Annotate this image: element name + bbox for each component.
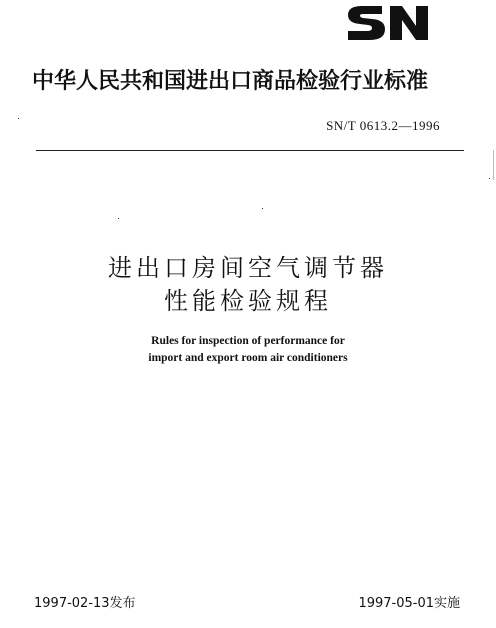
header-divider (36, 150, 464, 151)
issue-date: 1997-02-13发布 (34, 596, 136, 611)
document-title-en-line2: import and export room air conditioners (148, 352, 348, 364)
scan-speck (118, 218, 119, 219)
document-title-cn (0, 252, 496, 318)
scan-speck (262, 208, 263, 209)
document-title-en (0, 333, 496, 367)
implementation-date: 1997-05-01实施 (358, 596, 460, 611)
standard-number: SN/T 0613.2—1996 (326, 118, 440, 133)
scan-speck (18, 118, 19, 119)
sn-logo-mark (342, 0, 434, 44)
document-title-cn-line1: 进出口房间空气调节器 (108, 254, 388, 282)
scan-edge-line (493, 150, 494, 180)
issuing-authority-title: 中华人民共和国进出口商品检验行业标准 (32, 69, 429, 94)
document-title-cn-line2: 性能检验规程 (164, 287, 332, 315)
scan-speck (489, 178, 490, 179)
document-title-en-line1: Rules for inspection of performance for (151, 335, 345, 347)
sn-logo (342, 0, 434, 44)
